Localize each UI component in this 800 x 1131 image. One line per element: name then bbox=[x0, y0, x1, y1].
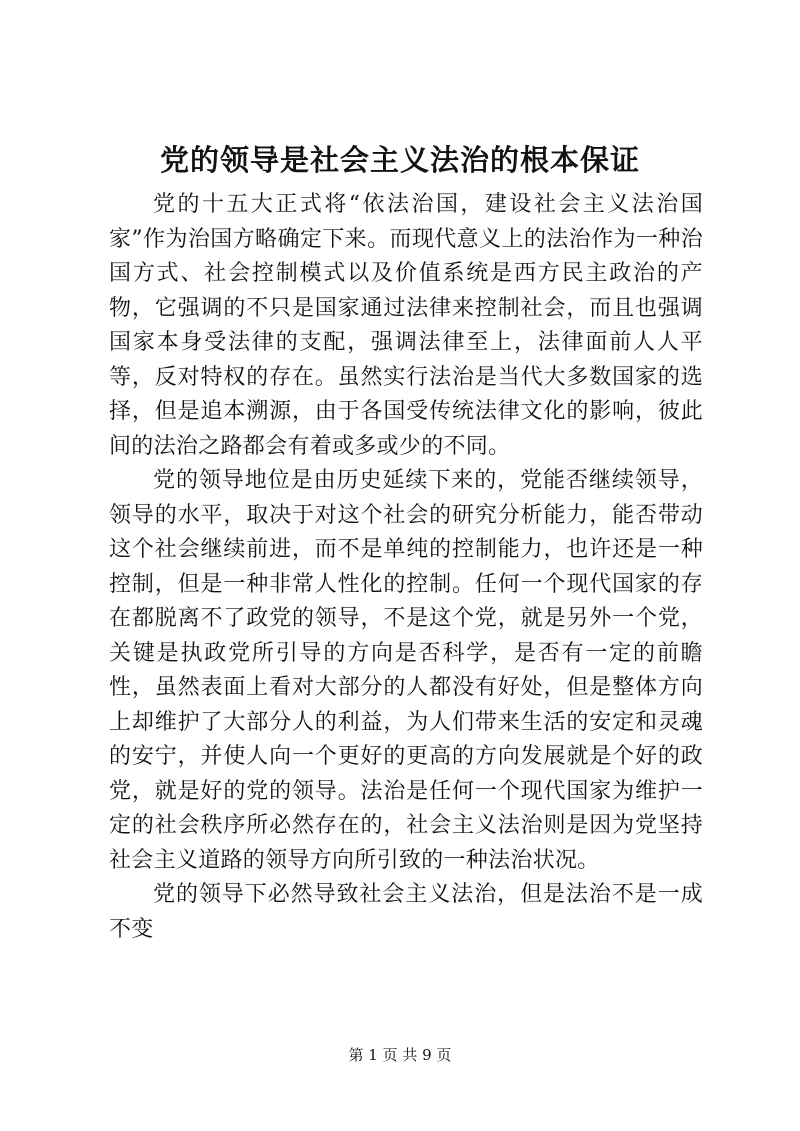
paragraph-1: 党的十五大正式将“依法治国，建设社会主义法治国家”作为治国方略确定下来。而现代意义上的法治作为一种治国方式、社会控制模式以及价值系统是西方民主政治的产物，它强调的不只是国家通过法律来控制社会，而且也强调国家本身受法律的支配，强调法律至上，法律面前人人平等，反对特权的存在。虽然实行法治是当代大多数国家的选择，但是追本溯源，由于各国受传统法律文化的影响，彼此间的法治之路都会有着或多或少的不同。 bbox=[109, 192, 703, 459]
paragraph-3: 党的领导下必然导致社会主义法治，但是法治不是一成不变 bbox=[109, 882, 703, 942]
document-title: 党的领导是社会主义法治的根本保证 bbox=[159, 143, 640, 177]
document-body bbox=[109, 188, 703, 947]
paragraph-2: 党的领导地位是由历史延续下来的，党能否继续领导，领导的水平，取决于对这个社会的研究分析能力，能否带动这个社会继续前进，而不是单纯的控制能力，也许还是一种控制，但是一种非常人性化的控制。任何一个现代国家的存在都脱离不了政党的领导，不是这个党，就是另外一个党，关键是执政党所引导的方向是否科学，是否有一定的前瞻性，虽然表面上看对大部分的人都没有好处，但是整体方向上却维护了大部分人的利益，为人们带来生活的安定和灵魂的安宁，并使人向一个更好的更高的方向发展就是个好的政党，就是好的党的领导。法治是任何一个现代国家为维护一定的社会秩序所必然存在的，社会主义法治则是因为党坚持社会主义道路的领导方向所引致的一种法治状况。 bbox=[109, 468, 703, 873]
page-number-footer: 第 1 页 共 9 页 bbox=[348, 1046, 452, 1064]
